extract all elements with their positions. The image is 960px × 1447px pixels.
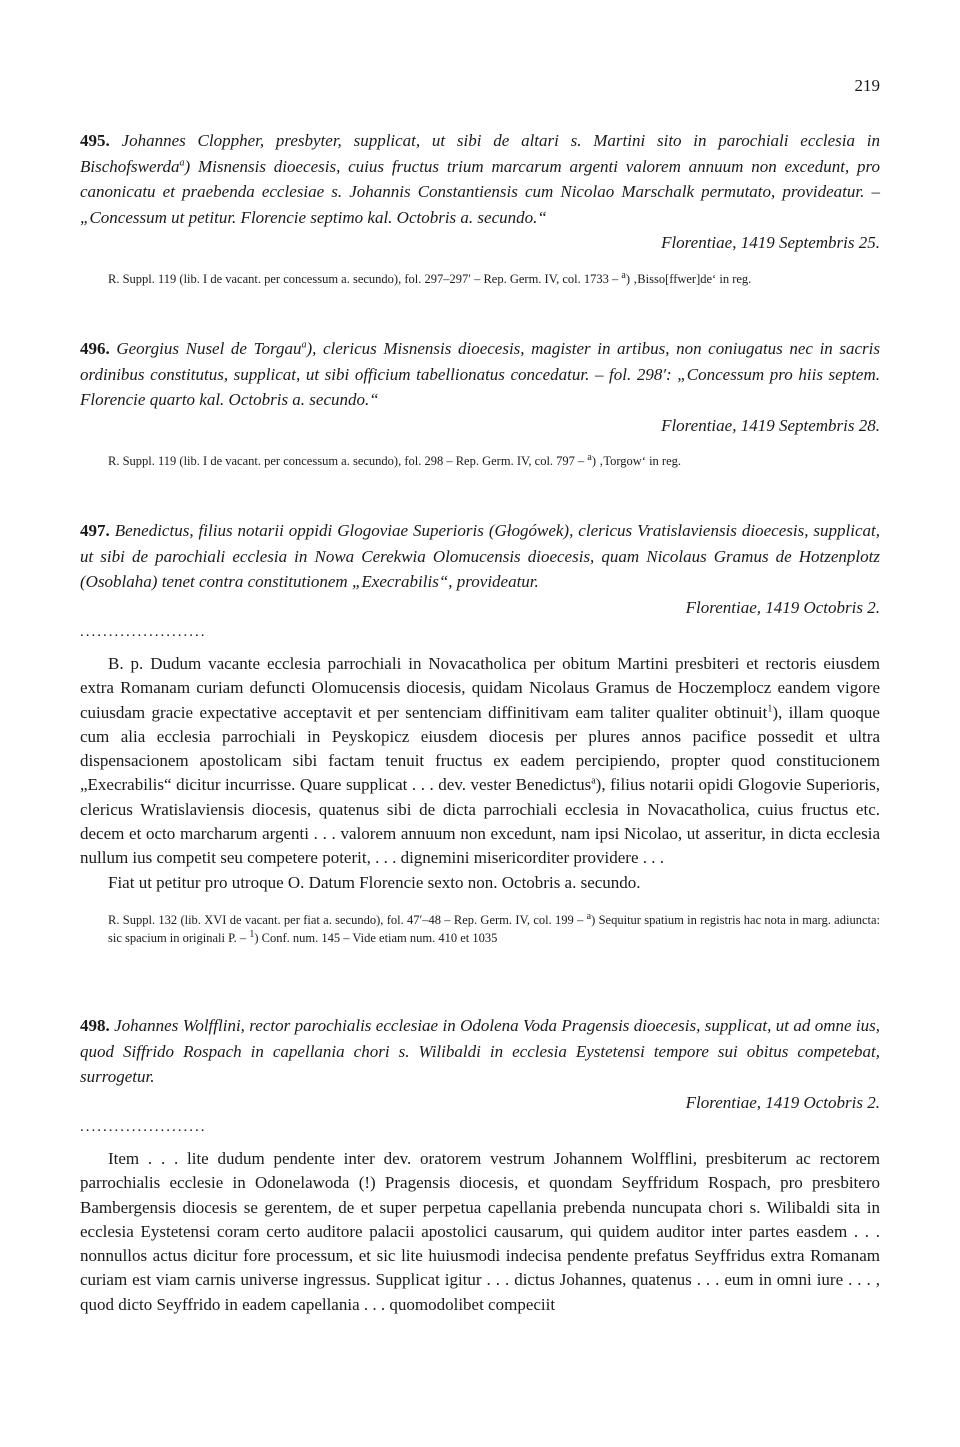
entry-date: Florentiae, 1419 Octobris 2. [685,597,880,617]
heading-text: Georgius Nusel de Torgau [116,339,302,358]
body-paragraph [80,652,880,871]
ellipsis-divider: ...................... [80,624,207,640]
entry-number: 495. [80,131,110,150]
entry-heading [80,128,880,230]
footnote-marker: a [179,156,185,168]
source-note [80,911,880,947]
page-number: 219 [854,76,880,95]
source-text-cont: ) ‚Torgow‘ in reg. [591,454,682,468]
entry-heading [80,336,880,413]
entry-number: 496. [80,339,110,358]
entry-heading [80,518,880,595]
heading-text: Benedictus, filius notarii oppidi Glogoviae Superioris (Głogówek), clericus Vratislaviensis dioecesis, supplicat, ut sibi de parochiali ecclesia in Nowa Cerekwia Olomucensis dioecesis, quam Nicolaus Gramus de Hotzenplotz (Osoblaha) tenet contra constitutionem „Execrabilis“, provideatur. [80,521,880,591]
entry-date: Florentiae, 1419 Septembris 25. [661,233,880,252]
body-text: B. p. Dudum vacante ecclesia parrochiali in Novacatholica per obitum Martini presbiteri et rectoris eiusdem extra Romanam curiam defuncti Olomucensis diocesis, quidam Nicolaus Gramus de Hoczemplocz eandem vigore cuiusdam gracie expectative acceptavit et per sentenciam diffinitivam eam taliter qualiter obtinuit [80,654,880,722]
source-text-cont: ) ‚Bisso[ffwer]de‘ in reg. [625,271,752,286]
body-text-cont: ), illam quoque cum alia ecclesia parrochiali in Peyskopicz eiusdem diocesis per plures annos pacifice possedit et ultra dispensacionem apostolicam sibi factam tenuit fructus ex eadem percipiendo, propter quod constitucionem „Execrabilis“ dicitur incurrisse. Quare supplicat . . . dev. vester Benedictus [80,702,880,795]
source-text: R. Suppl. 119 (lib. I de vacant. per concessum a. secundo), fol. 298 – Rep. Germ. IV, col. 797 – [108,454,588,468]
footnote-marker: a [621,269,626,281]
entry-498 [80,1013,880,1317]
source-text: R. Suppl. 132 (lib. XVI de vacant. per fiat a. secundo), fol. 47′–48 – Rep. Germ. IV, col. 199 – [108,912,587,927]
entry-495 [80,128,880,288]
entry-496 [80,336,880,470]
heading-text-cont: ), clericus Misnensis dioecesis, magister in artibus, non coniugatus nec in sacris ordinibus constitutus, supplicat, ut sibi officium tabellionatus concedatur. – fol. 298′: „Concessum pro hiis septem. Florencie quarto kal. Octobris a. secundo.“ [80,339,881,409]
source-text: R. Suppl. 119 (lib. I de vacant. per concessum a. secundo), fol. 297–297′ – Rep. Germ. IV, col. 1733 – [108,271,622,286]
entry-heading [80,1013,880,1090]
entry-497 [80,518,880,947]
footnote-marker: 1 [767,702,773,714]
entry-number: 498. [80,1016,110,1035]
footnote-marker: 1 [249,928,255,940]
body-paragraph: Item . . . lite dudum pendente inter dev. oratorem vestrum Johannem Wolfflini, presbiterum ac rectorem parrochialis ecclesie in Odonelawoda (!) Pragensis diocesis, et quondam Seyffridum Rospach, pro presbitero Bambergensis diocesis se gerentem, de et super perpetua capellania prebenda nuncupata chori s. Wilibaldi sita in ecclesia Eystetensi coram certo auditore palacii apostolici causarum, qui quidem auditor inter partes easdem . . . nonnullos actus dicitur fore processum, et sic lite huiusmodi indecisa pendente prefatus Seyffridus extra Romanam curiam est viam carnis universe ingressus. Supplicat igitur . . . dictus Johannes, quatenus . . . eum in omni iure . . . , quod dicto Seyffrido in eadem capellania . . . quomodolibet compeciit [80,1149,880,1314]
body-paragraph-2: Fiat ut petitur pro utroque O. Datum Florencie sexto non. Octobris a. secundo. [108,872,641,892]
footnote-marker: a [587,451,592,463]
footnote-marker: a [586,910,592,922]
entry-number: 497. [80,521,110,540]
source-note [80,452,880,470]
heading-text: Johannes Cloppher, presbyter, supplicat, ut sibi de altari s. Martini sito in parochiali ecclesia in Bischofswerda [80,131,881,176]
source-text-cont: ) Conf. num. 145 – Vide etiam num. 410 et 1035 [254,930,498,945]
body-text-cont: ), filius notarii opidi Glogovie Superioris, clericus Wratislaviensis diocesis, quatenus sibi de dicta parrochiali ecclesia in Novacatholica, cuius fructus etc. decem et octo marcharum argenti . . . valorem annuum non excedunt, nam ipsi Nicolao, ut asseritur, in dicta ecclesia nullum ius competit seu competere poterit, . . . dignemini misericorditer providere . . . [80,775,880,868]
footnote-marker: a [301,339,307,351]
source-note [80,270,880,288]
heading-text-cont: ) Misnensis dioecesis, cuius fructus trium marcarum argenti valorem annuum non excedunt, pro canonicatu et praebenda ecclesiae s. Johannis Constantiensis cum Nicolao Marschalk permutato, provideatur. – „Concessum ut petitur. Florencie septimo kal. Octobris a. secundo.“ [80,156,880,227]
heading-text: Johannes Wolfflini, rector parochialis ecclesiae in Odolena Voda Pragensis dioecesis, supplicat, ut ad omne ius, quod Siffrido Rospach in capellania chori s. Wilibaldi in ecclesia Eystetensi tempore sui obitus competebat, surrogetur. [80,1016,880,1086]
entry-date: Florentiae, 1419 Septembris 28. [661,415,880,435]
source-text-cont: ) Sequitur spatium in registris hac nota in marg. adiuncta: sic spacium in originali P. – [108,912,880,945]
entry-date: Florentiae, 1419 Octobris 2. [685,1092,880,1112]
ellipsis-divider: ...................... [80,1119,207,1135]
footnote-marker: a [591,775,596,787]
